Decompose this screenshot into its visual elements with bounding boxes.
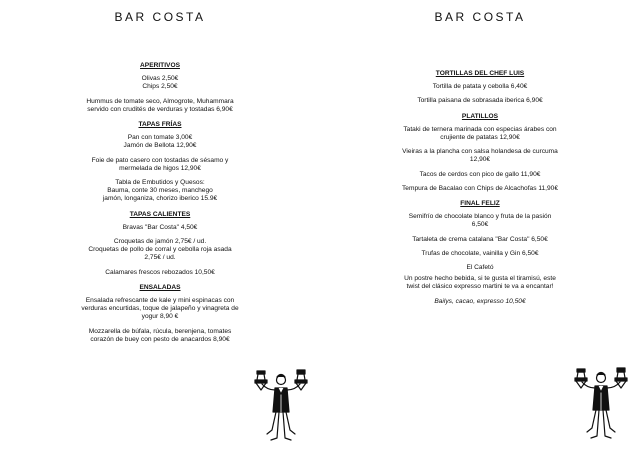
menu-item-line: yogur 8,90 € bbox=[141, 313, 179, 321]
menu-item-line: Tacos de cerdos con pico de gallo 11,90€ bbox=[419, 170, 541, 178]
right-menu-page bbox=[320, 0, 640, 452]
menu-item bbox=[320, 298, 640, 306]
menu-item bbox=[320, 97, 640, 105]
menu-item-line: Bailys, cacao, expresso 10,50€ bbox=[434, 297, 526, 305]
waiter-illustration-icon bbox=[573, 366, 629, 442]
menu-item-line: Bauma, conte 30 meses, manchego bbox=[107, 187, 213, 195]
menu-item-line: crujiente de patatas 12,90€ bbox=[440, 134, 520, 142]
menu-item-line: Jamón de Bellota 12,90€ bbox=[123, 142, 197, 150]
menu-item-line: El Cafetó bbox=[466, 264, 494, 272]
menu-item-line: twist del clásico expresso martini te va a encantar! bbox=[406, 283, 554, 291]
menu-item bbox=[0, 157, 320, 173]
menu-item bbox=[0, 75, 320, 91]
section-heading: ENSALADAS bbox=[139, 283, 181, 291]
menu-item-line: 6,50€ bbox=[471, 221, 489, 229]
menu-item-line: verduras encurtidas, toque de jalapeño y vinagreta de bbox=[81, 305, 239, 313]
menu-item-line: Vieiras a la plancha con salsa holandesa de curcuma bbox=[402, 148, 558, 156]
menu-item-line: Tataki de ternera marinada con especias árabes con bbox=[403, 125, 557, 133]
menu-item bbox=[320, 213, 640, 229]
menu-item-line: Croquetas de pollo de corral y cebolla roja asada bbox=[88, 246, 232, 254]
menu-item bbox=[0, 269, 320, 277]
menu-item bbox=[0, 224, 320, 232]
menu-item bbox=[320, 171, 640, 179]
right-page-title: BAR COSTA bbox=[434, 10, 526, 24]
menu-item bbox=[0, 179, 320, 204]
menu-item bbox=[0, 238, 320, 263]
menu-item-line: Bravas "Bar Costa" 4,50€ bbox=[122, 223, 198, 231]
menu-item bbox=[320, 83, 640, 91]
menu-item-line: Ensalada refrescante de kale y mini espinacas con bbox=[85, 297, 235, 305]
menu-item bbox=[0, 297, 320, 322]
menu-item-line: mermelada de higos 12,90€ bbox=[119, 164, 201, 172]
menu-item bbox=[320, 275, 640, 291]
menu-item bbox=[320, 250, 640, 258]
menu-item bbox=[320, 126, 640, 142]
menu-item-line: servido con crudités de verduras y tostadas 6,90€ bbox=[87, 105, 233, 113]
menu-item-line: Tortilla paisana de sobrasada iberica 6,90€ bbox=[417, 97, 543, 105]
menu-item-line: jamón, longaniza, chorizo iberico 15.9€ bbox=[102, 195, 218, 203]
menu-item bbox=[0, 98, 320, 114]
menu-item-line: Tortilla de patata y cebolla 6,40€ bbox=[432, 83, 528, 91]
menu-item-line: 2,75€ / ud. bbox=[144, 254, 176, 262]
menu-item bbox=[0, 134, 320, 150]
menu-item bbox=[320, 236, 640, 244]
section-heading: FINAL FELIZ bbox=[460, 200, 500, 208]
left-menu-content bbox=[0, 62, 320, 350]
right-menu-content bbox=[320, 70, 640, 312]
section-heading: TAPAS FRÍAS bbox=[138, 121, 182, 129]
menu-item-line: Trufas de chocolate, vainilla y Gin 6,50€ bbox=[421, 249, 539, 257]
menu-item-line: Mozzarella de búfala, rúcula, berenjena, tomates bbox=[88, 327, 232, 335]
left-page-title: BAR COSTA bbox=[114, 10, 206, 24]
menu-item bbox=[0, 328, 320, 344]
menu-item-line: Semifrío de chocolate blanco y fruta de la pasión bbox=[408, 213, 552, 221]
menu-item-line: Chips 2,50€ bbox=[142, 83, 178, 91]
menu-item-line: corazón de buey con pesto de anacardos 8,90€ bbox=[90, 335, 230, 343]
menu-item-line: Tabla de Embutidos y Quesos: bbox=[115, 179, 205, 187]
menu-item-line: Tartaleta de crema catalana "Bar Costa" 6,50€ bbox=[412, 235, 548, 243]
menu-item-line: Croquetas de jamón 2,75€ / ud. bbox=[113, 238, 207, 246]
waiter-illustration-icon bbox=[253, 368, 309, 444]
menu-item-line: Foie de pato casero con tostadas de sésamo y bbox=[91, 156, 229, 164]
section-heading: TAPAS CALIENTES bbox=[129, 210, 191, 218]
menu-item bbox=[320, 264, 640, 272]
menu-item-line: Hummus de tomate seco, Almogrote, Muhammara bbox=[86, 97, 234, 105]
menu-item-line: 12,90€ bbox=[469, 156, 491, 164]
menu-item bbox=[320, 185, 640, 193]
section-heading: PLATILLOS bbox=[461, 112, 499, 120]
section-heading: APERITIVOS bbox=[140, 62, 180, 69]
menu-item-line: Pan con tomate 3,00€ bbox=[127, 134, 193, 142]
menu-item-line: Tempura de Bacalao con Chips de Alcachofas 11,90€ bbox=[401, 184, 559, 192]
menu-item bbox=[320, 148, 640, 164]
menu-item-line: Un postre hecho bebida, si te gusta el tiramisú, este bbox=[404, 275, 556, 283]
section-heading: TORTILLAS DEL CHEF LUIS bbox=[435, 70, 525, 77]
menu-item-line: Calamares frescos rebozados 10,50€ bbox=[105, 268, 215, 276]
menu-item-line: Olivas 2,50€ bbox=[141, 75, 179, 83]
